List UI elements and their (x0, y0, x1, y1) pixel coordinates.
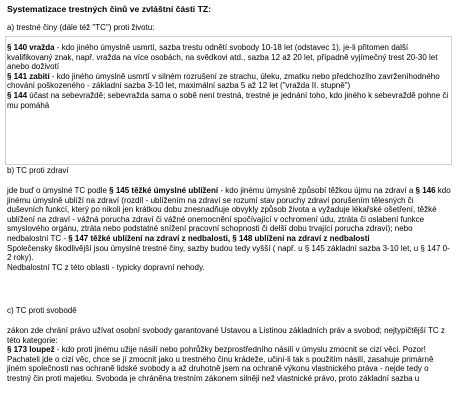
section-b-heading: b) TC proti zdraví (7, 166, 69, 175)
section-c-heading: c) TC proti svobodě (7, 306, 77, 315)
law-145-heading: § 145 těžké úmyslné ublížení (109, 186, 219, 195)
law-141-text: - kdo jiného úmyslně usmrtí v silném rozrušení ze strachu, úleku, zmatku nebo předchozího zavrženíhodného chování poškozeného - základní sazba 3-10 let, maximální sazba 5 až 12 let ("vražda II. stupně") (7, 71, 440, 91)
law-144-heading: § 144 (7, 90, 28, 100)
law-141-heading: § 141 zabití (7, 71, 50, 81)
paragraph-173 (7, 345, 452, 383)
section-c-body (7, 326, 452, 384)
paragraph-freedom-intro: zákon zde chrání právo užívat osobní svobody garantované Ustavou a Listinou základních práv a svobod; nejtypičtější TC z této kategorie: (7, 326, 445, 345)
law-140-heading: § 140 vražda (7, 43, 55, 52)
section-a-body (7, 43, 452, 110)
law-140-text: - kdo jiného úmyslně usmrtí, sazba trestu odnětí svobody 10-18 let (odstavec 1), je-li přitomen další kvalifikovaný znak, např. vražda na více osobách, na svědkovi atd., sazba 12 až 20 let, případně vyjímečný trest 20-30 let anebo doživotí (7, 43, 438, 72)
law-173-heading: § 173 loupež (7, 345, 55, 355)
paragraph-140 (7, 43, 452, 72)
law-144-text: účast na sebevraždě; sebevražda sama o sobě není trestná, trestné je jednání toho, kdo jiného k sebevraždě pohne či mu pomáhá (7, 90, 449, 110)
health-text-3: kdo jinému úmyslně ublíží na zdraví (rozdíl - ublížením na zdraví se rozumí stav poruchy zdraví porušením tělesných či duševních funkcí, který po nikoli jen krátkou dobu znesnadňuje obvykly způsob života a vyžaduje lékařské ošetření, těžké ublížení na zdraví - vážná porucha zdraví či vážné onemocnění spočívající v ochromení údu, ztráta či oslabení funkce smyslového orgánu, ztráta nebo podstatné snížení pracovní schopnosti či delší dobu trvající porucha zdraví); nebo nedbalostní TC - (7, 186, 451, 243)
law-173-text: - kdo proti jinému užije násilí nebo pohrůžky bezprostředního násilí v úmyslu zmocnit se cizí věci. Pozor! Pachateli jde o cizí věc, chce se jí zmocnit jako u trestného činu krádeže, učiní-li tak s použitím násilí, zasahuje primárně jiném společnosti nas ochraně lidské svobody a až druhotně jsem na ochraně výkonu vlastnického práva - nejde tedy o trestný čin proti majetku. Svoboda je chráněna trestním zákonem silněji než vlastnické právo, proto základní sazba u (7, 345, 434, 383)
paragraph-harm-note: Společensky škodlivější jsou úmyslné trestné činy, sazby budou tedy vyšší ( např. u § 145 základní sazba 3-10 let, u § 147 0-2 roky). (7, 243, 450, 263)
law-146-heading: § 146 (415, 186, 436, 195)
paragraph-141 (7, 72, 452, 91)
paragraph-144 (7, 91, 452, 110)
paragraph-health (7, 186, 452, 244)
health-text-2: - kdo jinému úmyslně způsobí těžkou újmu na zdraví a (218, 186, 416, 195)
paragraph-negligence-note: Nedbalostní TC z této oblasti - typicky dopravní nehody. (7, 262, 205, 272)
section-a-heading: a) trestné činy (dále též "TC") proti životu: (7, 23, 155, 32)
law-147-148-heading: § 147 těžké ublížení na zdraví z nedbalosti, § 148 ublížení na zdraví z nedbalosti (68, 233, 370, 243)
health-text-1: jde buď o úmyslné TC podle (7, 186, 110, 195)
document-title: Systematizace trestných činů ve zvláštní části TZ: (7, 4, 211, 14)
section-b-body (7, 186, 452, 272)
